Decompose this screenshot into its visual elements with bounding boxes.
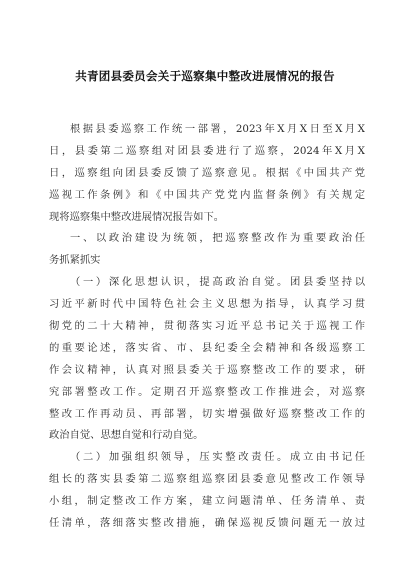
paragraph-line: 日，县委第二巡察组对团县委进行了巡察，2024年X月X xyxy=(49,144,365,157)
paragraph-line: 整改工作再动员、再部署，切实增强做好巡察整改工作的 xyxy=(49,407,365,420)
paragraph-line: （一）深化思想认识，提高政治自觉。团县委坚持以 xyxy=(70,276,365,289)
paragraph-line: 根据县委巡察工作统一部署，2023年X月X日至X月X xyxy=(70,123,365,135)
paragraph-line: 的重要论述，落实省、市、县纪委全会精神和各级巡察工 xyxy=(49,341,365,354)
paragraph-line: 任清单，落细落实整改措施，确保巡视反馈问题无一放过 xyxy=(49,517,365,530)
paragraph-line: 究部署整改工作。定期召开巡察整改工作推进会，对巡察 xyxy=(49,385,365,398)
paragraph-line: 作会议精神，认真对照县委关于巡察整改工作的要求，研 xyxy=(49,363,365,376)
section-heading-line: 一、以政治建设为统领，把巡察整改作为重要政治任 xyxy=(70,232,365,245)
paragraph-line: 日，巡察组向团县委反馈了巡察意见。根据《中国共产党 xyxy=(49,166,365,179)
document-title: 共青团县委员会关于巡察集中整改进展情况的报告 xyxy=(75,69,335,83)
document-body xyxy=(49,119,365,535)
paragraph-line: 巡视工作条例》和《中国共产党党内监督条例》有关规定 xyxy=(49,188,365,201)
paragraph-line: 习近平新时代中国特色社会主义思想为指导，认真学习贯 xyxy=(49,298,365,311)
section-heading-line: 务抓紧抓实 xyxy=(49,254,101,267)
paragraph-line: （二）加强组织领导，压实整改责任。成立由书记任 xyxy=(70,451,365,464)
paragraph-line: 政治自觉、思想自觉和行动自觉。 xyxy=(49,429,204,442)
paragraph-line: 组长的落实县委第二巡察组巡察团县委意见整改工作领导 xyxy=(49,473,365,486)
paragraph-line: 小组，制定整改工作方案，建立问题清单、任务清单、责 xyxy=(49,495,365,508)
paragraph-line: 彻党的二十大精神，贯彻落实习近平总书记关于巡视工作 xyxy=(49,320,365,333)
paragraph-line: 现将巡察集中整改进展情况报告如下。 xyxy=(49,210,225,223)
